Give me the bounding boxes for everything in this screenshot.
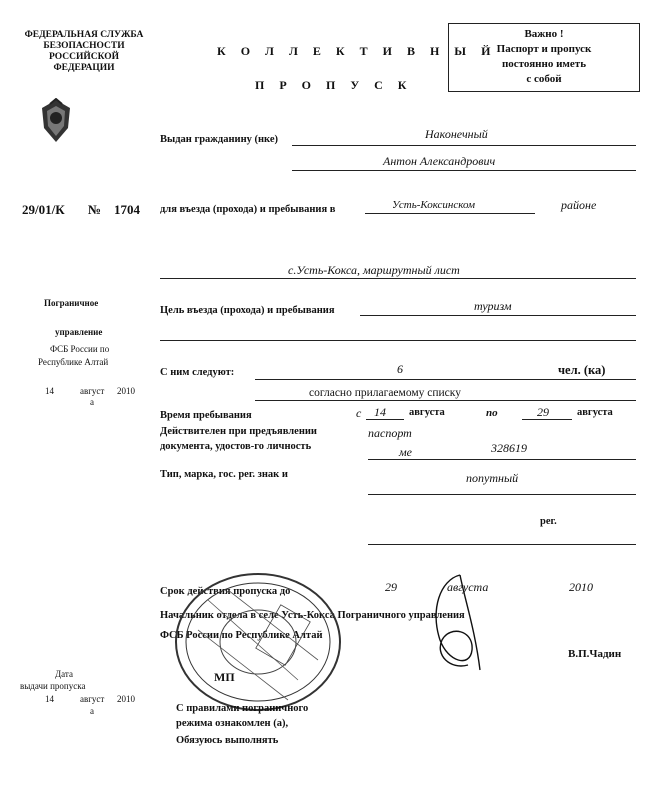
side-issuer-line2: управление	[55, 327, 103, 337]
purpose-value: туризм	[474, 299, 512, 313]
purpose-extra-line	[160, 340, 636, 341]
stamp-mp-label: МП	[214, 670, 235, 684]
companions-underline	[255, 379, 636, 380]
issue-date-line1: Дата	[55, 669, 73, 679]
vehicle-value: попутный	[466, 471, 519, 485]
companions-count: 6	[397, 362, 403, 376]
vehicle-reg-label: рег.	[540, 516, 557, 527]
validity-month: августа	[447, 580, 489, 594]
entry-label: для въезда (прохода) и пребывания в	[160, 204, 336, 215]
issue-date-line2: выдачи пропуска	[20, 681, 86, 691]
stay-from-month: августа	[409, 407, 445, 418]
validity-label: Срок действия пропуска до	[160, 586, 291, 597]
place-underline	[160, 278, 636, 279]
entry-place: с.Усть-Кокса, маршрутный лист	[288, 263, 460, 277]
vehicle-label: Тип, марка, гос. рег. знак и	[160, 469, 288, 480]
stay-from-day: 14	[374, 405, 386, 419]
entry-district: Усть-Коксинском	[392, 199, 476, 211]
fsb-emblem-icon	[38, 98, 74, 144]
purpose-underline	[360, 315, 636, 316]
side-issuer-year: 2010	[117, 386, 135, 396]
document-series: ме	[399, 445, 412, 459]
document-label-line2: документа, удостов-го личность	[160, 441, 312, 452]
rules-line1: С правилами пограничного	[176, 703, 309, 714]
document-label-line1: Действителен при предъявлении	[160, 426, 317, 437]
rules-line2: режима ознакомлен (а),	[176, 718, 289, 729]
side-issuer-suffix: а	[90, 397, 94, 407]
side-issuer-line3: ФСБ России по	[50, 344, 110, 354]
stay-label: Время пребывания	[160, 410, 252, 421]
document-underline	[368, 459, 636, 460]
issue-date-month: август	[80, 694, 105, 704]
issue-date-year: 2010	[117, 694, 135, 704]
stay-to-label: по	[486, 407, 498, 419]
important-notice-box: Важно ! Паспорт и пропуск постоянно иметь с собой	[448, 23, 640, 92]
stay-to-month: августа	[577, 407, 613, 418]
entry-district-suffix: районе	[561, 198, 597, 212]
holder-surname: Наконечный	[425, 127, 488, 141]
issue-date-day: 14	[45, 694, 54, 704]
pass-number: 1704	[114, 202, 140, 217]
side-issuer-line1: Пограничное	[44, 298, 99, 308]
stay-to-underline	[522, 419, 572, 420]
chief-title-line1: Начальник отдела в селе Усть-Кокса Пограничного управления	[160, 610, 465, 621]
document-number: 328619	[491, 441, 527, 455]
stay-from-underline	[366, 419, 404, 420]
official-stamp-icon	[168, 570, 343, 715]
side-issuer-day: 14	[45, 386, 54, 396]
validity-day: 29	[385, 580, 397, 594]
companions-label: С ним следуют:	[160, 367, 235, 378]
document-type: паспорт	[368, 426, 412, 440]
companions-unit: чел. (ка)	[558, 363, 606, 377]
pass-number-label: №	[88, 202, 102, 217]
agency-name: ФЕДЕРАЛЬНАЯ СЛУЖБА БЕЗОПАСНОСТИ РОССИЙСКОЙ ФЕДЕРАЦИИ	[24, 30, 144, 73]
pass-series: 29/01/К	[22, 202, 65, 217]
chief-name: В.П.Чадин	[568, 648, 622, 660]
stay-from-label: с	[356, 406, 362, 420]
side-issuer-month: август	[80, 386, 105, 396]
side-issuer-line4: Республике Алтай	[38, 357, 109, 367]
issue-date-suffix: а	[90, 706, 94, 716]
surname-underline	[292, 145, 636, 146]
companions-note-underline	[255, 400, 636, 401]
document-title-line2: П Р О П У С К	[255, 78, 413, 92]
companions-note: согласно прилагаемому списку	[309, 387, 461, 399]
rules-line3: Обязуюсь выполнять	[176, 735, 279, 746]
name-underline	[292, 170, 636, 171]
signature-icon	[420, 570, 500, 680]
holder-name: Антон Александрович	[383, 154, 496, 168]
purpose-label: Цель въезда (прохода) и пребывания	[160, 305, 335, 316]
issued-to-label: Выдан гражданину (нке)	[160, 134, 278, 145]
district-underline	[365, 213, 535, 214]
chief-title-line2: ФСБ России по Республике Алтай	[160, 630, 323, 641]
vehicle-underline	[368, 494, 636, 495]
document-title-line1: К О Л Л Е К Т И В Н Ы Й	[217, 44, 497, 58]
validity-year: 2010	[569, 580, 593, 594]
stay-to-day: 29	[537, 405, 549, 419]
vehicle-reg-underline	[368, 544, 636, 545]
